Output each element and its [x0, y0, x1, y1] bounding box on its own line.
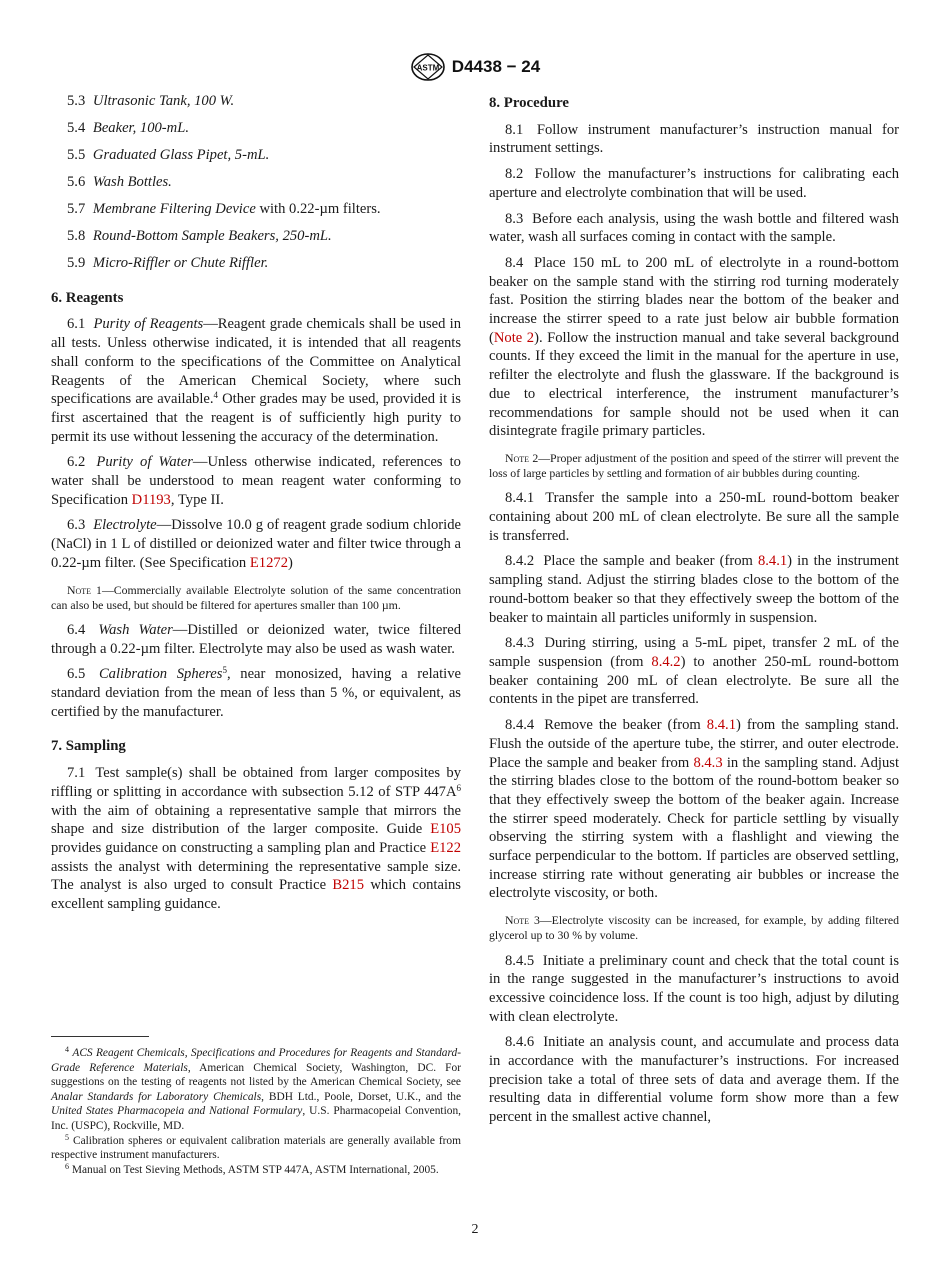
paragraph-8-4-6: 8.4.6 Initiate an analysis count, and accumulate and process data in accordance with the manufacturer’s instructions. For increased precision take a total of three sets of data and average them. If the resulting data in differential volume form show more than a few percent in the smallest active channel, — [489, 1034, 899, 1126]
list-item: 5.9 Micro-Riffler or Chute Riffler. — [67, 255, 269, 271]
astm-logo-text: ASTM — [416, 63, 440, 73]
link-e105[interactable]: E105 — [430, 821, 461, 838]
designation-title: D4438 − 24 — [451, 57, 541, 76]
paragraph-8-4: 8.4 Place 150 mL to 200 mL of electrolyte in a round-bottom beaker on the sample stand with the stirring rod turning moderately fast. Position the stirring blades near the bottom of the beaker and increase the stirrer speed to a rate just below air bubble formation (Note 2). Follow the instruction manual and take several background counts. If they exceed the limit in the manual for the aperture in use, refilter the electrolyte and flush the glassware. If the background is due to electrical interference, the instrument manufacturer’s recommendations for sample should not be used when it can disintegrate fragile primary particles. — [489, 254, 899, 440]
list-item: 5.5 Graduated Glass Pipet, 5-mL. — [67, 147, 270, 163]
link-e1272[interactable]: E1272 — [249, 554, 288, 571]
right-column — [489, 92, 899, 1134]
footnote-6: $^6$ Manual on Test Sieving Methods, ASTM STP 447A, ASTM International, 2005. — [65, 1161, 439, 1176]
link-d1193[interactable]: D1193 — [131, 491, 171, 508]
footnote-ref: 4 — [213, 390, 219, 401]
footnotes — [51, 1036, 461, 1177]
link-8-4-2[interactable]: 8.4.2 — [651, 653, 681, 670]
paragraph-8-4-4: 8.4.4 Remove the beaker (from 8.4.1) from the sampling stand. Flush the outside of the aperture tube, the stirrer, and outer electrode. Place the sample and beaker from 8.4.3 in the sampling stand. Adjust the stirring blades close to the bottom of the round-bottom beaker so that they effectively sweep the bottom of the beaker again. Increase the stirrer speed moderately. Check for particle settling by visually observing the stirring system with a flashlight and viewing the surface perpendicular to the bottom. If particles are observed settling, increase stirring rate without generating air bubbles or increase the electrolyte viscosity, or both. — [489, 717, 900, 902]
paragraph-8-1: 8.1 Follow instrument manufacturer’s instruction manual for instrument settings. — [489, 121, 899, 157]
section-heading-sampling: 7. Sampling — [51, 738, 126, 755]
paragraph-8-2: 8.2 Follow the manufacturer’s instructions for calibrating each aperture and electrolyte combination that will be used. — [489, 166, 899, 201]
list-item: 5.4 Beaker, 100-mL. — [67, 120, 189, 136]
list-item: 5.3 Ultrasonic Tank, 100 W. — [67, 93, 235, 109]
paragraph-7-1: 7.1 Test sample(s) shall be obtained from larger composites by riffling or splitting in accordance with subsection 5.12 of STP $447A^6$ with the aim of obtaining a representative sample that mirrors the shape and size distribution of the larger composite. Guide E105 provides guidance on constructing a sampling plan and Practice E122 assists the analyst with determining the representative sample size. The analyst is also urged to consult Practice B215 which contains excellent sampling guidance. — [51, 765, 461, 913]
link-8-4-1[interactable]: 8.4.1 — [706, 717, 736, 734]
paragraph-6-2: 6.2 Purity of Water—Unless otherwise indicated, references to water shall be understood to mean reagent water conforming to Specification D1193, Type II. — [51, 454, 461, 508]
list-item: 5.7 Membrane Filtering Device with 0.22-µm filters. — [67, 201, 381, 217]
paragraph-6-5: 6.5 Calibration Spheres$^5$, near monosized, having a relative standard deviation from the mean of less than 5 %, or equivalent, as certified by the manufacturer. — [51, 665, 461, 720]
paragraph-8-4-1: 8.4.1 Transfer the sample into a 250-mL round-bottom beaker containing about 200 mL of clean electrolyte. Be sure all the sample is transferred. — [489, 490, 899, 544]
footnote-5: $^5$ Calibration spheres or equivalent calibration materials are generally available from respective instrument manufacturers. — [51, 1132, 461, 1162]
page-header — [0, 52, 950, 82]
link-8-4-1[interactable]: 8.4.1 — [757, 553, 788, 570]
list-item: 5.6 Wash Bottles. — [67, 174, 172, 190]
footnote-ref: 5 — [222, 665, 227, 676]
footnote-ref: 6 — [456, 782, 461, 793]
page-number: 2 — [471, 1222, 479, 1237]
link-b215[interactable]: B215 — [332, 877, 365, 894]
paragraph-8-4-5: 8.4.5 Initiate a preliminary count and check that the total count is in the range suggested in the manufacturer’s instructions to avoid excessive coincidence loss. If the count is too high, adjust by diluting with clean electrolyte. — [489, 952, 899, 1025]
paragraph-8-3: 8.3 Before each analysis, using the wash bottle and filtered wash water, wash all surfaces coming in contact with the sample. — [489, 210, 899, 246]
paragraph-6-1: 6.1 Purity of Reagents—Reagent grade chemicals shall be used in all tests. Unless otherwise indicated, it is intended that all reagents shall conform to the specifications of the Committee on Analytical Reagents of the American Chemical Society, where such specifications are available.$^4$ Other grades may be used, provided it is first ascertained that the reagent is of sufficiently high purity to permit its use without lessening the accuracy of the determination. — [51, 316, 461, 445]
note-3: Note 3—Electrolyte viscosity can be increased, for example, by adding filtered glycerol up to 30 % by volume. — [489, 913, 900, 943]
footnote-4: $^4$ ACS Reagent Chemicals, Specifications and Procedures for Reagents and Standard-Grade Reference Materials, American Chemical Society, Washington, DC. For suggestions on the testing of reagents not listed by the American Chemical Society, see Analar Standards for Laboratory Chemicals, BDH Ltd., Poole, Dorset, U.K., and the United States Pharmacopeia and National Formulary, U.S. Pharmacopeial Convention, Inc. (USPC), Rockville, MD. — [51, 1045, 462, 1132]
link-8-4-3[interactable]: 8.4.3 — [693, 754, 723, 771]
paragraph-8-4-2: 8.4.2 Place the sample and beaker (from 8.4.1) in the instrument sampling stand. Adjust the stirring blades close to the bottom of the round-bottom beaker so that they effectively sweep the bottom of the beaker to maintain all particles uniformly in suspension. — [489, 553, 899, 626]
link-e122[interactable]: E122 — [430, 839, 461, 856]
list-item: 5.8 Round-Bottom Sample Beakers, 250-mL. — [67, 228, 332, 244]
link-note-2[interactable]: Note 2 — [493, 329, 535, 346]
note-1: Note 1—Commercially available Electrolyte solution of the same concentration can also be used, but should be filtered for apertures smaller than 100 µm. — [51, 582, 461, 612]
section-heading-procedure: 8. Procedure — [489, 95, 569, 111]
footnote-divider — [51, 1036, 149, 1037]
paragraph-6-4: 6.4 Wash Water—Distilled or deionized water, twice filtered through a 0.22-µm filter. Electrolyte may also be used as wash water. — [51, 621, 461, 657]
note-2: Note 2—Proper adjustment of the position and speed of the stirrer will prevent the loss of large particles by settling and formation of air bubbles during counting. — [489, 450, 899, 481]
paragraph-8-4-3: 8.4.3 During stirring, using a 5-mL pipet, transfer 2 mL of the sample suspension (from 8.4.2) to another 250-mL round-bottom beaker containing 200 mL of clean electrolyte. Be sure all the contents in the pipet are transferred. — [489, 635, 899, 708]
astm-logo-icon — [410, 52, 446, 82]
paragraph-6-3: 6.3 Electrolyte—Dissolve 10.0 g of reagent grade sodium chloride (NaCl) in 1 L of distilled or deionized water and filter twice through a 0.22-µm filter. (See Specification E1272) — [51, 517, 461, 571]
left-column — [51, 92, 461, 921]
section-heading-reagents: 6. Reagents — [51, 289, 124, 306]
